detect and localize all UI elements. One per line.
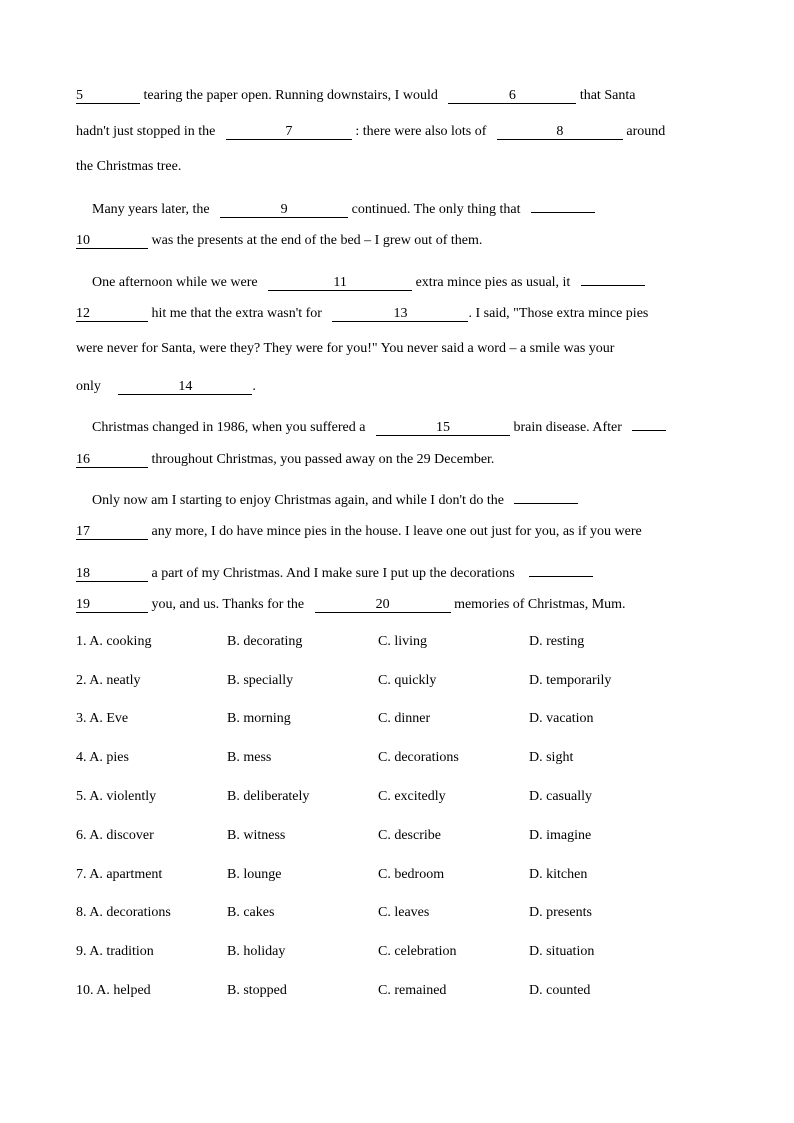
passage-text: were never for Santa, were they? They were for you!" You never said a word – a smile was your [76,341,615,356]
blank-16-start [632,415,666,431]
option-b: B. holiday [227,944,286,959]
option-b: B. mess [227,750,272,765]
option-c: C. living [378,634,428,649]
blank-12-start [581,270,645,286]
passage-line-11 [76,452,494,468]
blank-14: 14 [118,379,252,395]
option-b: B. lounge [227,867,282,882]
option-b: B. specially [227,673,294,688]
passage-text: only [76,379,101,394]
passage-text: throughout Christmas, you passed away on the 29 December. [151,452,495,467]
passage-line-14 [76,561,593,582]
passage-text: around [626,124,666,139]
passage-text: Many years later, the [92,202,210,217]
blank-6: 6 [448,88,576,104]
option-b: B. deliberately [227,789,310,804]
blank-20: 20 [315,597,451,613]
passage-text: the Christmas tree. [76,159,182,174]
passage-text: Only now am I starting to enjoy Christmas again, and while I don't do the [92,493,504,508]
passage-line-10 [92,415,666,436]
option-b: B. cakes [227,905,275,920]
blank-17: 17 [76,524,148,540]
blank-10-start [531,197,595,213]
option-b: B. stopped [227,983,287,998]
blank-5: 5 [76,88,140,104]
question-row-9 [76,945,736,963]
passage-line-2 [76,124,665,140]
question-row-8 [76,906,736,924]
option-d: D. temporarily [529,673,612,688]
question-row-10 [76,984,736,1002]
passage-text: that Santa [579,88,636,103]
passage-line-3 [76,160,181,174]
passage-text: brain disease. After [513,420,622,435]
option-c: C. remained [378,983,447,998]
blank-16: 16 [76,452,148,468]
option-c: C. leaves [378,905,430,920]
blank-12: 12 [76,306,148,322]
blank-19: 19 [76,597,148,613]
passage-text: hadn't just stopped in the [76,124,216,139]
option-d: D. vacation [529,711,594,726]
passage-text: extra mince pies as usual, it [415,275,571,290]
question-row-5 [76,790,736,808]
option-a: 2. A. neatly [76,673,141,688]
option-a: 8. A. decorations [76,905,171,920]
passage-line-8 [76,342,614,356]
option-b: B. decorating [227,634,303,649]
passage-line-7 [76,306,648,322]
option-c: C. describe [378,828,441,843]
passage-text: Christmas changed in 1986, when you suffered a [92,420,366,435]
option-d: D. presents [529,905,592,920]
option-d: D. resting [529,634,585,649]
option-c: C. quickly [378,673,437,688]
option-b: B. witness [227,828,286,843]
question-row-3 [76,712,736,730]
blank-17-start [514,488,578,504]
option-a: 3. A. Eve [76,711,129,726]
passage-line-12 [92,488,578,508]
passage-line-4 [92,197,595,218]
passage-text: a part of my Christmas. And I make sure I put up the decorations [151,566,515,581]
option-a: 1. A. cooking [76,634,152,649]
passage-line-9 [76,379,256,395]
passage-text: : there were also lots of [355,124,487,139]
option-c: C. excitedly [378,789,446,804]
question-row-2 [76,674,736,692]
blank-11: 11 [268,275,412,291]
option-d: D. sight [529,750,574,765]
option-a: 4. A. pies [76,750,129,765]
option-d: D. situation [529,944,595,959]
passage-line-15 [76,597,626,613]
blank-9: 9 [220,202,348,218]
passage-text: One afternoon while we were [92,275,258,290]
passage-line-1 [76,88,635,104]
question-row-1 [76,635,736,653]
option-d: D. casually [529,789,592,804]
passage-text: . [252,379,256,394]
passage-text: hit me that the extra wasn't for [151,306,322,321]
passage-text: memories of Christmas, Mum. [454,597,626,612]
option-b: B. morning [227,711,291,726]
option-d: D. kitchen [529,867,588,882]
passage-text: . I said, "Those extra mince pies [468,306,649,321]
passage-text: you, and us. Thanks for the [151,597,305,612]
option-c: C. decorations [378,750,459,765]
question-row-7 [76,868,736,886]
blank-18: 18 [76,566,148,582]
passage-text: any more, I do have mince pies in the house. I leave one out just for you, as if you were [151,524,642,539]
passage-line-13 [76,524,642,540]
blank-13: 13 [332,306,468,322]
question-row-6 [76,829,736,847]
passage-text: was the presents at the end of the bed – I grew out of them. [151,233,483,248]
blank-15: 15 [376,420,510,436]
option-a: 9. A. tradition [76,944,154,959]
blank-7: 7 [226,124,352,140]
option-a: 5. A. violently [76,789,157,804]
option-c: C. bedroom [378,867,445,882]
option-a: 7. A. apartment [76,867,163,882]
option-a: 10. A. helped [76,983,151,998]
option-a: 6. A. discover [76,828,154,843]
option-c: C. dinner [378,711,431,726]
option-d: D. imagine [529,828,592,843]
blank-19-start [529,561,593,577]
blank-10: 10 [76,233,148,249]
passage-text: tearing the paper open. Running downstairs, I would [143,88,438,103]
passage-line-6 [92,270,645,291]
blank-8: 8 [497,124,623,140]
option-c: C. celebration [378,944,457,959]
passage-text: continued. The only thing that [351,202,521,217]
question-row-4 [76,751,736,769]
passage-line-5 [76,233,482,249]
option-d: D. counted [529,983,591,998]
